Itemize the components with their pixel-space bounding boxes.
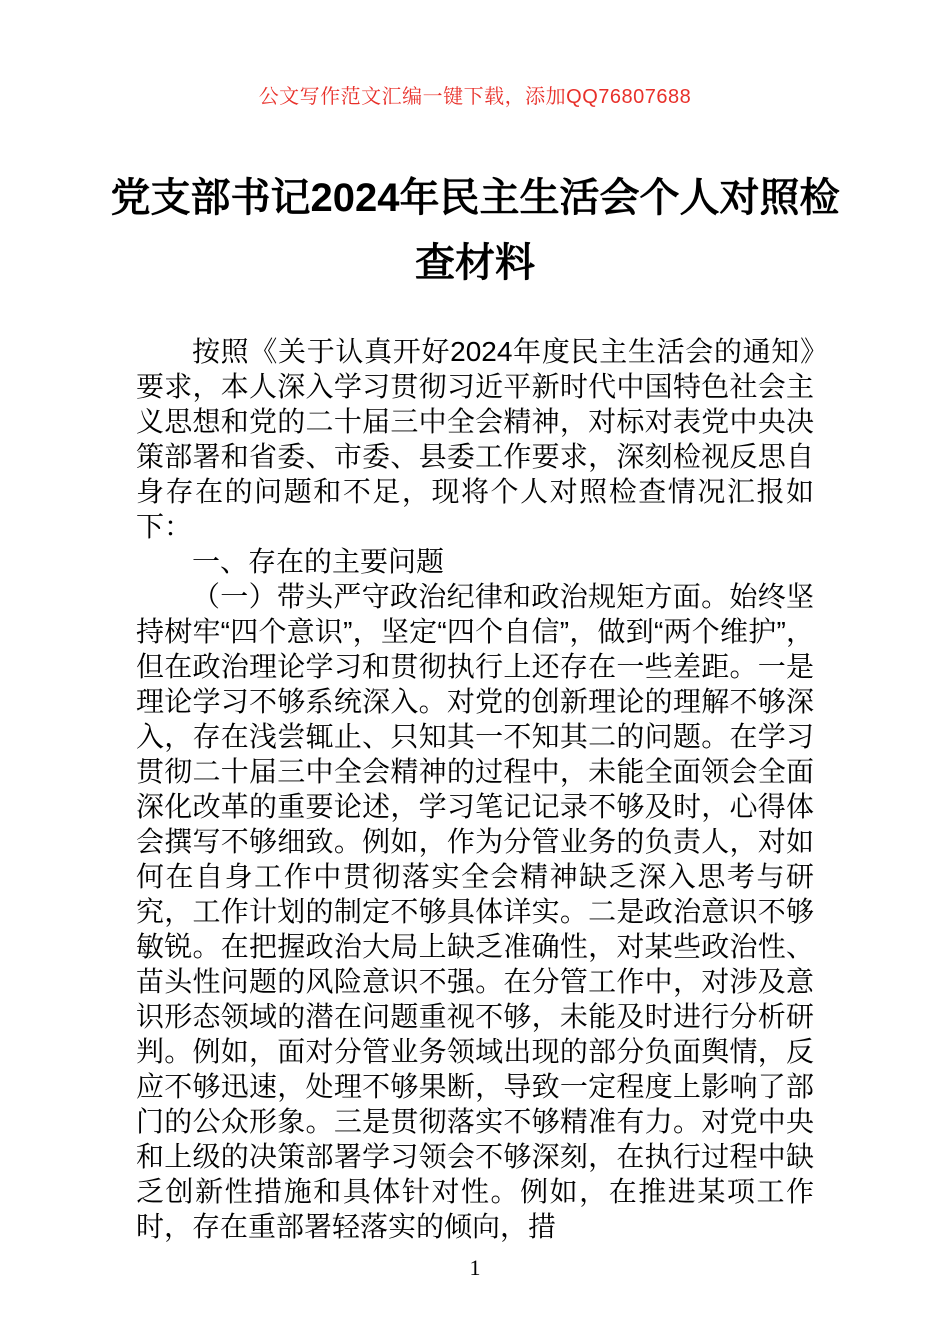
document-title <box>0 166 950 296</box>
paragraph-intro: 按照《关于认真开好2024年度民主生活会的通知》要求，本人深入学习贯彻习近平新时代中国特色社会主义思想和党的二十届三中全会精神，对标对表党中央决策部署和省委、市委、县委工作要求，深刻检视反思自身存在的问题和不足，现将个人对照检查情况汇报如下： <box>136 336 814 542</box>
paragraph-section-one: （一）带头严守政治纪律和政治规矩方面。始终坚持树牢“四个意识”，坚定“四个自信”，做到“两个维护”，但在政治理论学习和贯彻执行上还存在一些差距。一是理论学习不够系统深入。对党的创新理论的理解不够深入，存在浅尝辄止、只知其一不知其二的问题。在学习贯彻二十届三中全会精神的过程中，未能全面领会全面深化改革的重要论述，学习笔记记录不够及时，心得体会撰写不够细致。例如，作为分管业务的负责人，对如何在自身工作中贯彻落实全会精神缺乏深入思考与研究，工作计划的制定不够具体详实。二是政治意识不够敏锐。在把握政治大局上缺乏准确性，对某些政治性、苗头性问题的风险意识不强。在分管工作中，对涉及意识形态领域的潜在问题重视不够，未能及时进行分析研判。例如，面对分管业务领域出现的部分负面舆情，反应不够迅速，处理不够果断，导致一定程度上影响了部门的公众形象。三是贯彻落实不够精准有力。对党中央和上级的决策部署学习领会不够深刻，在执行过程中缺乏创新性措施和具体针对性。例如，在推进某项工作时，存在重部署轻落实的倾向，措 <box>136 581 814 1242</box>
paragraph-section-heading: 一、存在的主要问题 <box>192 546 445 577</box>
document-title-line-2: 查材料 <box>415 241 535 285</box>
document-title-line-1: 党支部书记2024年民主生活会个人对照检 <box>110 176 840 220</box>
page-number: 1 <box>469 1255 481 1280</box>
header-notice: 公文写作范文汇编一键下载，添加QQ76807688 <box>258 86 692 108</box>
document-body <box>136 334 814 1244</box>
